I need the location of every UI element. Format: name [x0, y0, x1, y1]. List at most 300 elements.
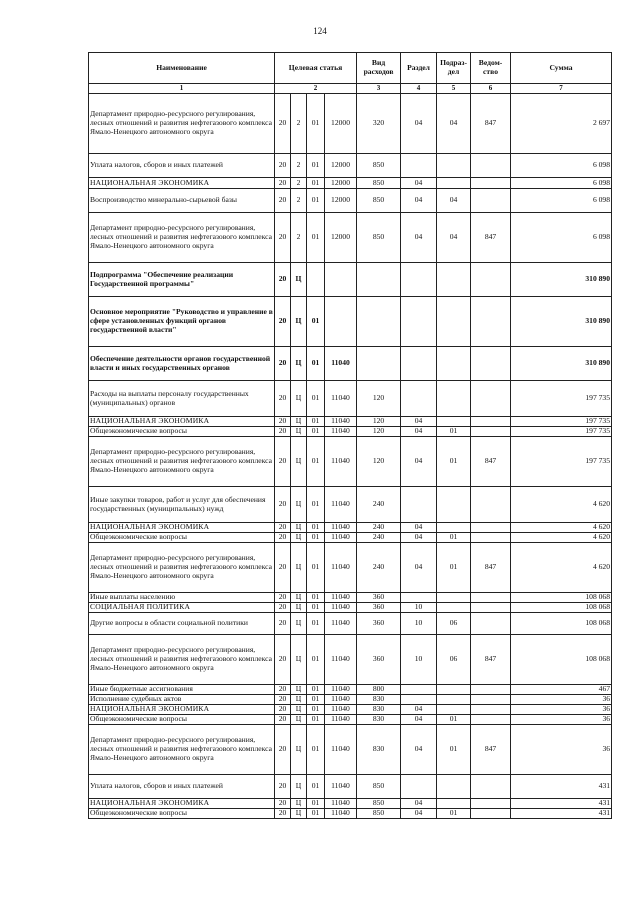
table-header-row [89, 53, 612, 84]
expense-type-cell: 830 [357, 705, 401, 715]
subsection-cell: 04 [437, 94, 471, 154]
sum-cell: 197 735 [511, 427, 612, 437]
sum-cell: 197 735 [511, 437, 612, 487]
expense-type-cell: 320 [357, 94, 401, 154]
table-body [89, 94, 612, 819]
section-cell: 04 [401, 189, 437, 213]
target-code-4: 11040 [325, 635, 357, 685]
subsection-cell [437, 417, 471, 427]
sum-cell: 197 735 [511, 417, 612, 427]
department-cell [471, 809, 511, 819]
target-code-4: 11040 [325, 685, 357, 695]
subsection-cell: 06 [437, 613, 471, 635]
department-cell [471, 178, 511, 189]
table-row [89, 189, 612, 213]
subsection-cell [437, 799, 471, 809]
target-code-4: 11040 [325, 613, 357, 635]
department-cell [471, 189, 511, 213]
table-row [89, 213, 612, 263]
section-cell [401, 263, 437, 297]
expense-type-cell: 240 [357, 533, 401, 543]
subsection-cell [437, 603, 471, 613]
subsection-cell [437, 523, 471, 533]
department-cell [471, 705, 511, 715]
subsection-cell: 01 [437, 437, 471, 487]
section-cell: 04 [401, 705, 437, 715]
subsection-cell [437, 685, 471, 695]
target-code-2: 2 [291, 213, 307, 263]
name-cell: Иные выплаты населению [89, 593, 275, 603]
name-cell: Уплата налогов, сборов и иных платежей [89, 154, 275, 178]
target-code-3: 01 [307, 533, 325, 543]
section-cell [401, 297, 437, 347]
column-number: 1 [89, 84, 275, 94]
expense-type-cell: 240 [357, 523, 401, 533]
target-code-1: 20 [275, 523, 291, 533]
table-row [89, 487, 612, 523]
name-cell: Исполнение судебных актов [89, 695, 275, 705]
expense-type-cell: 360 [357, 613, 401, 635]
target-code-2: Ц [291, 297, 307, 347]
target-code-2: Ц [291, 437, 307, 487]
expense-type-cell: 120 [357, 417, 401, 427]
expense-type-cell: 850 [357, 178, 401, 189]
target-code-3: 01 [307, 189, 325, 213]
target-code-1: 20 [275, 178, 291, 189]
name-cell: НАЦИОНАЛЬНАЯ ЭКОНОМИКА [89, 178, 275, 189]
target-code-1: 20 [275, 809, 291, 819]
subsection-cell [437, 154, 471, 178]
table-row [89, 775, 612, 799]
name-cell: НАЦИОНАЛЬНАЯ ЭКОНОМИКА [89, 523, 275, 533]
target-code-2: Ц [291, 543, 307, 593]
target-code-1: 20 [275, 533, 291, 543]
expense-type-cell: 850 [357, 799, 401, 809]
table-row [89, 297, 612, 347]
target-code-1: 20 [275, 213, 291, 263]
sum-cell: 310 890 [511, 263, 612, 297]
subsection-cell: 01 [437, 427, 471, 437]
target-code-4: 11040 [325, 417, 357, 427]
table-row [89, 94, 612, 154]
table-row [89, 603, 612, 613]
section-cell [401, 593, 437, 603]
target-code-2: 2 [291, 178, 307, 189]
target-code-3: 01 [307, 613, 325, 635]
subsection-cell: 01 [437, 809, 471, 819]
section-cell: 04 [401, 417, 437, 427]
section-cell [401, 775, 437, 799]
target-code-1: 20 [275, 635, 291, 685]
target-code-4: 11040 [325, 487, 357, 523]
header-section: Раздел [401, 53, 437, 84]
sum-cell: 310 890 [511, 297, 612, 347]
target-code-2: Ц [291, 799, 307, 809]
department-cell [471, 715, 511, 725]
expense-type-cell: 800 [357, 685, 401, 695]
department-cell [471, 297, 511, 347]
sum-cell: 6 098 [511, 178, 612, 189]
target-code-1: 20 [275, 593, 291, 603]
table-row [89, 809, 612, 819]
table-row [89, 523, 612, 533]
target-code-4: 12000 [325, 213, 357, 263]
sum-cell: 431 [511, 775, 612, 799]
sum-cell: 4 620 [511, 487, 612, 523]
target-code-1: 20 [275, 685, 291, 695]
sum-cell: 6 098 [511, 213, 612, 263]
target-code-3: 01 [307, 543, 325, 593]
subsection-cell [437, 381, 471, 417]
department-cell [471, 417, 511, 427]
column-number: 7 [511, 84, 612, 94]
subsection-cell: 01 [437, 715, 471, 725]
target-code-4: 11040 [325, 543, 357, 593]
section-cell [401, 381, 437, 417]
department-cell [471, 427, 511, 437]
section-cell [401, 685, 437, 695]
target-code-1: 20 [275, 263, 291, 297]
target-code-3: 01 [307, 297, 325, 347]
page-number: 124 [313, 26, 327, 36]
target-code-4 [325, 263, 357, 297]
target-code-4: 12000 [325, 189, 357, 213]
name-cell: Департамент природно-ресурсного регулирования, лесных отношений и развития нефтегазового комплекса Ямало-Ненецкого автономного округа [89, 437, 275, 487]
expense-type-cell: 850 [357, 189, 401, 213]
target-code-1: 20 [275, 297, 291, 347]
section-cell [401, 347, 437, 381]
subsection-cell [437, 347, 471, 381]
sum-cell: 467 [511, 685, 612, 695]
target-code-4: 11040 [325, 533, 357, 543]
sum-cell: 310 890 [511, 347, 612, 381]
target-code-4: 11040 [325, 437, 357, 487]
target-code-1: 20 [275, 695, 291, 705]
target-code-2: Ц [291, 725, 307, 775]
sum-cell: 431 [511, 799, 612, 809]
target-code-3: 01 [307, 154, 325, 178]
department-cell [471, 154, 511, 178]
target-code-4: 11040 [325, 809, 357, 819]
table-row [89, 543, 612, 593]
target-code-2: Ц [291, 533, 307, 543]
target-code-1: 20 [275, 613, 291, 635]
table-row [89, 613, 612, 635]
target-code-3: 01 [307, 809, 325, 819]
department-cell [471, 533, 511, 543]
target-code-2: Ц [291, 715, 307, 725]
target-code-3: 01 [307, 347, 325, 381]
subsection-cell: 01 [437, 725, 471, 775]
sum-cell: 4 620 [511, 523, 612, 533]
subsection-cell: 04 [437, 213, 471, 263]
target-code-1: 20 [275, 417, 291, 427]
target-code-3: 01 [307, 603, 325, 613]
expense-type-cell: 830 [357, 715, 401, 725]
target-code-4: 11040 [325, 347, 357, 381]
target-code-4 [325, 297, 357, 347]
target-code-3: 01 [307, 94, 325, 154]
name-cell: Общеэкономические вопросы [89, 427, 275, 437]
header-department: Ведом-ство [471, 53, 511, 84]
name-cell: Департамент природно-ресурсного регулирования, лесных отношений и развития нефтегазового комплекса Ямало-Ненецкого автономного округа [89, 543, 275, 593]
target-code-2: Ц [291, 635, 307, 685]
target-code-1: 20 [275, 427, 291, 437]
table-row [89, 347, 612, 381]
target-code-1: 20 [275, 94, 291, 154]
target-code-1: 20 [275, 715, 291, 725]
section-cell: 10 [401, 603, 437, 613]
section-cell: 10 [401, 635, 437, 685]
section-cell: 04 [401, 543, 437, 593]
target-code-4: 11040 [325, 593, 357, 603]
target-code-2: Ц [291, 381, 307, 417]
department-cell: 847 [471, 725, 511, 775]
target-code-1: 20 [275, 799, 291, 809]
expense-type-cell [357, 297, 401, 347]
sum-cell: 4 620 [511, 533, 612, 543]
department-cell [471, 263, 511, 297]
target-code-1: 20 [275, 487, 291, 523]
target-code-3: 01 [307, 487, 325, 523]
target-code-3: 01 [307, 725, 325, 775]
name-cell: Основное мероприятие "Руководство и управление в сфере установленных функций органов государственной власти" [89, 297, 275, 347]
sum-cell: 6 098 [511, 154, 612, 178]
target-code-4: 12000 [325, 178, 357, 189]
target-code-1: 20 [275, 603, 291, 613]
target-code-3: 01 [307, 799, 325, 809]
department-cell [471, 799, 511, 809]
table-row [89, 705, 612, 715]
table-row [89, 715, 612, 725]
target-code-2: Ц [291, 775, 307, 799]
column-number: 3 [357, 84, 401, 94]
sum-cell: 197 735 [511, 381, 612, 417]
expense-type-cell: 360 [357, 593, 401, 603]
target-code-4: 11040 [325, 381, 357, 417]
subsection-cell: 04 [437, 189, 471, 213]
target-code-4: 12000 [325, 154, 357, 178]
header-sum: Сумма [511, 53, 612, 84]
expense-type-cell [357, 263, 401, 297]
expense-type-cell: 120 [357, 381, 401, 417]
sum-cell: 36 [511, 695, 612, 705]
table-row [89, 417, 612, 427]
department-cell [471, 487, 511, 523]
section-cell: 04 [401, 809, 437, 819]
sum-cell: 4 620 [511, 543, 612, 593]
target-code-3: 01 [307, 695, 325, 705]
section-cell: 04 [401, 437, 437, 487]
section-cell: 04 [401, 725, 437, 775]
target-code-2: Ц [291, 263, 307, 297]
subsection-cell: 01 [437, 543, 471, 593]
target-code-3: 01 [307, 178, 325, 189]
table-row [89, 635, 612, 685]
column-number: 4 [401, 84, 437, 94]
table-row [89, 695, 612, 705]
target-code-4: 11040 [325, 705, 357, 715]
target-code-1: 20 [275, 775, 291, 799]
target-code-2: Ц [291, 417, 307, 427]
table-row [89, 381, 612, 417]
name-cell: Уплата налогов, сборов и иных платежей [89, 775, 275, 799]
department-cell [471, 603, 511, 613]
table-row [89, 685, 612, 695]
target-code-4: 11040 [325, 695, 357, 705]
section-cell [401, 154, 437, 178]
target-code-2: 2 [291, 154, 307, 178]
target-code-3 [307, 263, 325, 297]
section-cell [401, 695, 437, 705]
expense-type-cell: 120 [357, 437, 401, 487]
target-code-4: 11040 [325, 715, 357, 725]
column-number: 6 [471, 84, 511, 94]
expense-type-cell: 240 [357, 487, 401, 523]
expense-type-cell: 850 [357, 809, 401, 819]
target-code-3: 01 [307, 427, 325, 437]
header-name: Наименование [89, 53, 275, 84]
name-cell: Подпрограмма "Обеспечение реализации Государственной программы" [89, 263, 275, 297]
table-row [89, 427, 612, 437]
section-cell: 04 [401, 799, 437, 809]
sum-cell: 108 068 [511, 603, 612, 613]
sum-cell: 36 [511, 725, 612, 775]
expense-type-cell: 830 [357, 725, 401, 775]
department-cell [471, 613, 511, 635]
subsection-cell [437, 178, 471, 189]
target-code-2: Ц [291, 347, 307, 381]
expense-type-cell: 360 [357, 635, 401, 685]
department-cell [471, 381, 511, 417]
table-row [89, 178, 612, 189]
target-code-4: 11040 [325, 603, 357, 613]
department-cell: 847 [471, 213, 511, 263]
target-code-2: Ц [291, 523, 307, 533]
sum-cell: 108 068 [511, 593, 612, 603]
name-cell: СОЦИАЛЬНАЯ ПОЛИТИКА [89, 603, 275, 613]
subsection-cell: 06 [437, 635, 471, 685]
section-cell [401, 487, 437, 523]
sum-cell: 2 697 [511, 94, 612, 154]
name-cell: НАЦИОНАЛЬНАЯ ЭКОНОМИКА [89, 417, 275, 427]
subsection-cell [437, 705, 471, 715]
target-code-3: 01 [307, 593, 325, 603]
target-code-2: Ц [291, 809, 307, 819]
department-cell [471, 523, 511, 533]
section-cell: 04 [401, 213, 437, 263]
target-code-4: 12000 [325, 94, 357, 154]
target-code-2: Ц [291, 685, 307, 695]
name-cell: Обеспечение деятельности органов государственной власти и иных государственных органов [89, 347, 275, 381]
target-code-4: 11040 [325, 725, 357, 775]
column-number: 2 [275, 84, 357, 94]
target-code-4: 11040 [325, 799, 357, 809]
section-cell: 04 [401, 94, 437, 154]
section-cell: 04 [401, 427, 437, 437]
table-column-numbers-row [89, 84, 612, 94]
target-code-2: Ц [291, 695, 307, 705]
department-cell: 847 [471, 543, 511, 593]
name-cell: Иные бюджетные ассигнования [89, 685, 275, 695]
table-row [89, 725, 612, 775]
department-cell: 847 [471, 437, 511, 487]
expense-type-cell: 850 [357, 154, 401, 178]
section-cell: 04 [401, 533, 437, 543]
target-code-1: 20 [275, 543, 291, 593]
target-code-1: 20 [275, 725, 291, 775]
target-code-3: 01 [307, 775, 325, 799]
target-code-3: 01 [307, 213, 325, 263]
table-row [89, 263, 612, 297]
sum-cell: 36 [511, 705, 612, 715]
table-row [89, 533, 612, 543]
name-cell: НАЦИОНАЛЬНАЯ ЭКОНОМИКА [89, 705, 275, 715]
name-cell: Общеэкономические вопросы [89, 809, 275, 819]
expense-type-cell: 850 [357, 213, 401, 263]
name-cell: НАЦИОНАЛЬНАЯ ЭКОНОМИКА [89, 799, 275, 809]
section-cell: 04 [401, 523, 437, 533]
target-code-4: 11040 [325, 523, 357, 533]
table-row [89, 154, 612, 178]
expense-type-cell: 360 [357, 603, 401, 613]
department-cell [471, 775, 511, 799]
target-code-2: Ц [291, 593, 307, 603]
target-code-2: Ц [291, 603, 307, 613]
table-row [89, 799, 612, 809]
table-row [89, 593, 612, 603]
sum-cell: 36 [511, 715, 612, 725]
target-code-2: Ц [291, 705, 307, 715]
sum-cell: 431 [511, 809, 612, 819]
target-code-3: 01 [307, 705, 325, 715]
name-cell: Департамент природно-ресурсного регулирования, лесных отношений и развития нефтегазового комплекса Ямало-Ненецкого автономного округа [89, 94, 275, 154]
target-code-1: 20 [275, 437, 291, 487]
target-code-4: 11040 [325, 427, 357, 437]
target-code-3: 01 [307, 635, 325, 685]
subsection-cell [437, 695, 471, 705]
target-code-1: 20 [275, 189, 291, 213]
target-code-1: 20 [275, 347, 291, 381]
target-code-3: 01 [307, 715, 325, 725]
subsection-cell [437, 593, 471, 603]
name-cell: Департамент природно-ресурсного регулирования, лесных отношений и развития нефтегазового комплекса Ямало-Ненецкого автономного округа [89, 635, 275, 685]
header-subsection: Подраз-дел [437, 53, 471, 84]
column-number: 5 [437, 84, 471, 94]
target-code-3: 01 [307, 685, 325, 695]
department-cell [471, 347, 511, 381]
sum-cell: 6 098 [511, 189, 612, 213]
target-code-2: Ц [291, 613, 307, 635]
target-code-3: 01 [307, 381, 325, 417]
target-code-2: Ц [291, 487, 307, 523]
target-code-3: 01 [307, 523, 325, 533]
target-code-1: 20 [275, 154, 291, 178]
target-code-1: 20 [275, 705, 291, 715]
expense-type-cell: 850 [357, 775, 401, 799]
name-cell: Расходы на выплаты персоналу государственных (муниципальных) органов [89, 381, 275, 417]
section-cell: 10 [401, 613, 437, 635]
subsection-cell [437, 775, 471, 799]
expense-type-cell: 120 [357, 427, 401, 437]
subsection-cell [437, 297, 471, 347]
department-cell: 847 [471, 635, 511, 685]
name-cell: Департамент природно-ресурсного регулирования, лесных отношений и развития нефтегазового комплекса Ямало-Ненецкого автономного округа [89, 213, 275, 263]
subsection-cell [437, 487, 471, 523]
expense-type-cell: 240 [357, 543, 401, 593]
section-cell: 04 [401, 715, 437, 725]
name-cell: Воспроизводство минерально-сырьевой базы [89, 189, 275, 213]
